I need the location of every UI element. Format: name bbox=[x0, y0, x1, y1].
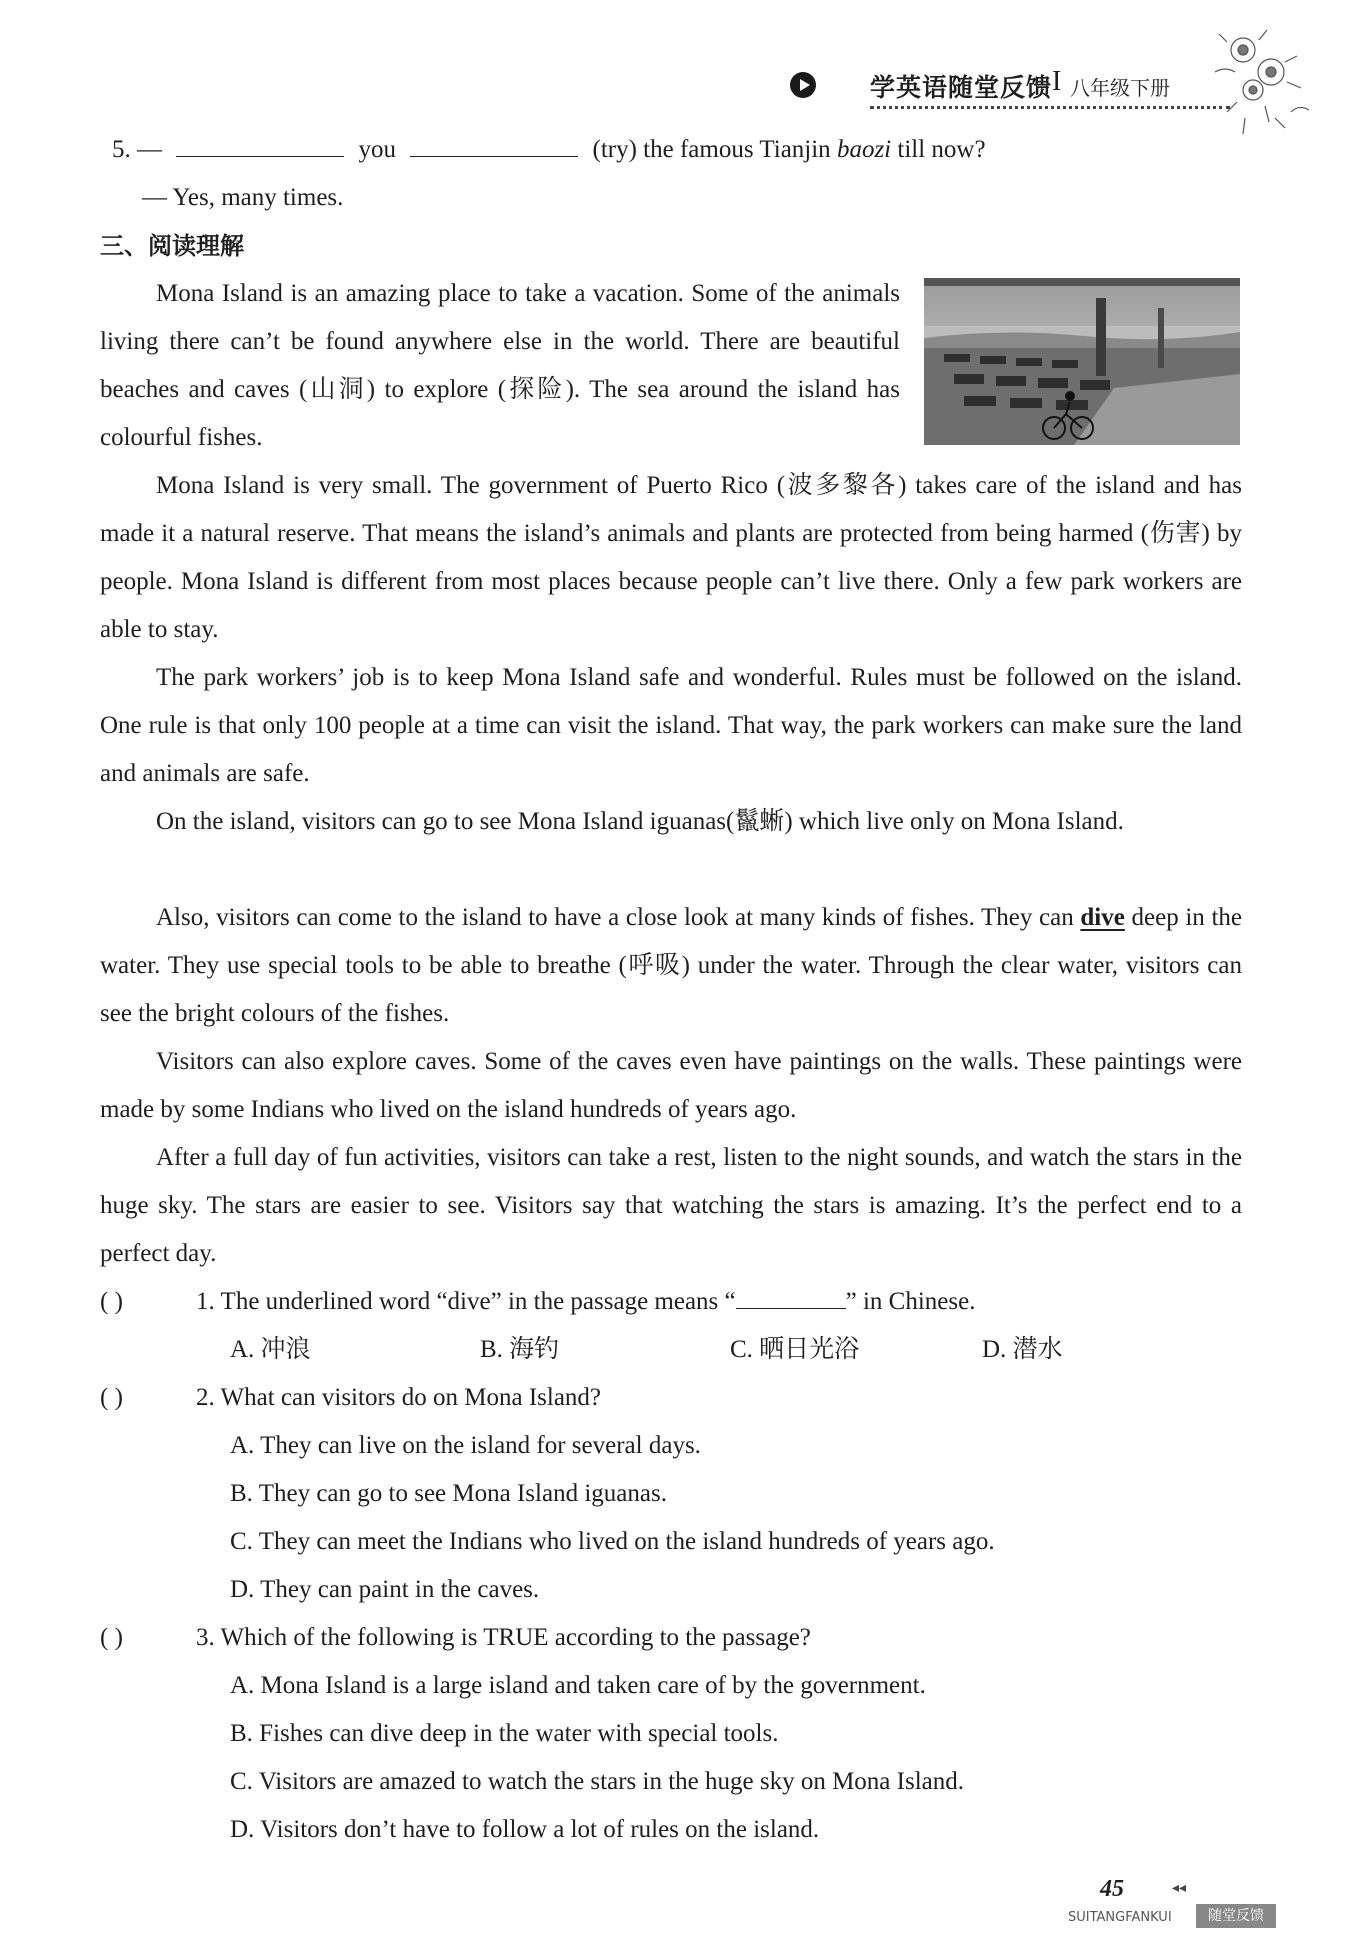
p5-text-b: deep in the water. They use special tools to be able to breathe (呼吸) under the water. Through the clear water, visitors can see the bright colours of the fishes. bbox=[100, 904, 1243, 1027]
q3-option-b[interactable]: B. Fishes can dive deep in the water with special tools. bbox=[230, 1720, 779, 1747]
q5-tail: till now? bbox=[897, 136, 986, 163]
double-arrow-icon: ◂◂ bbox=[1172, 1881, 1187, 1896]
q3-option-d[interactable]: D. Visitors don’t have to follow a lot of rules on the island. bbox=[230, 1816, 820, 1843]
book-title: 学英语随堂反馈 bbox=[870, 73, 1053, 102]
header-dotted-rule bbox=[870, 106, 1230, 109]
grade-label: 八年级下册 bbox=[1070, 76, 1170, 100]
question-1 bbox=[100, 1278, 975, 1326]
q2-option-d[interactable]: D. They can paint in the caves. bbox=[230, 1576, 540, 1603]
q1-stem-b: ” in Chinese. bbox=[845, 1288, 976, 1315]
passage-paragraph-3: The park workers’ job is to keep Mona Island safe and wonderful. Rules must be followed on the island. One rule is that only 100 people at a time can visit the island. That way, the park workers can make sure the land and animals are safe. bbox=[100, 664, 1242, 787]
q1-option-c[interactable]: C. 晒日光浴 bbox=[730, 1336, 860, 1363]
passage-paragraph-1: Mona Island is an amazing place to take a vacation. Some of the animals living there can’t be found anywhere else in the world. There are beautiful beaches and caves (山洞) to explore (探险). The sea around the island has colourful fishes. bbox=[100, 280, 900, 451]
page-header bbox=[790, 62, 1230, 108]
answer-paren-1[interactable]: ( ) bbox=[100, 1288, 123, 1315]
passage-paragraph-7: After a full day of fun activities, visitors can take a rest, listen to the night sounds, and watch the stars in the huge sky. The stars are easier to see. Visitors say that watching the stars is amazing. It’s the perfect end to a perfect day. bbox=[100, 1144, 1242, 1267]
question-2 bbox=[100, 1374, 601, 1422]
q1-blank[interactable] bbox=[736, 1288, 846, 1309]
underlined-word-dive: dive bbox=[1080, 904, 1125, 931]
q5-you: you bbox=[358, 136, 396, 163]
q5-blank-2[interactable] bbox=[410, 136, 578, 157]
answer-paren-2[interactable]: ( ) bbox=[100, 1384, 123, 1411]
q5-answer: — Yes, many times. bbox=[142, 184, 344, 211]
q2-stem: 2. What can visitors do on Mona Island? bbox=[196, 1384, 602, 1411]
footer-badge: 随堂反馈 bbox=[1196, 1904, 1276, 1928]
q5-number: 5. — bbox=[112, 136, 162, 163]
q3-option-a[interactable]: A. Mona Island is a large island and taken care of by the government. bbox=[230, 1672, 926, 1699]
section-title: 三、阅读理解 bbox=[100, 232, 244, 260]
q1-option-d[interactable]: D. 潜水 bbox=[982, 1336, 1063, 1363]
q3-stem: 3. Which of the following is TRUE according to the passage? bbox=[196, 1624, 811, 1651]
q5-italic-word: baozi bbox=[836, 136, 892, 163]
footer-brand: SUITANGFANKUI bbox=[1068, 1910, 1172, 1925]
q2-option-a[interactable]: A. They can live on the island for several days. bbox=[230, 1432, 701, 1459]
q1-option-b[interactable]: B. 海钓 bbox=[480, 1336, 560, 1363]
answer-paren-3[interactable]: ( ) bbox=[100, 1624, 123, 1651]
q1-option-a[interactable]: A. 冲浪 bbox=[230, 1336, 311, 1363]
play-circle-icon bbox=[790, 72, 816, 98]
question-3 bbox=[100, 1614, 811, 1662]
passage-paragraph-6: Visitors can also explore caves. Some of the caves even have paintings on the walls. These paintings were made by some Indians who lived on the island hundreds of years ago. bbox=[100, 1048, 1242, 1123]
q1-stem-a: 1. The underlined word “dive” in the passage means “ bbox=[196, 1288, 736, 1315]
q3-option-c[interactable]: C. Visitors are amazed to watch the stars in the huge sky on Mona Island. bbox=[230, 1768, 964, 1795]
q5-rest: (try) the famous Tianjin bbox=[592, 136, 831, 163]
page-number: 45 bbox=[1100, 1876, 1124, 1902]
passage-paragraph-5 bbox=[100, 894, 1242, 1038]
header-separator: I bbox=[1052, 66, 1062, 97]
island-resort-photo bbox=[924, 278, 1240, 445]
flower-decoration-icon bbox=[1205, 22, 1315, 142]
q5-blank-1[interactable] bbox=[176, 136, 344, 157]
q2-option-c[interactable]: C. They can meet the Indians who lived on the island hundreds of years ago. bbox=[230, 1528, 995, 1555]
question-5 bbox=[112, 126, 986, 174]
q2-option-b[interactable]: B. They can go to see Mona Island iguanas. bbox=[230, 1480, 667, 1507]
passage-paragraph-4: On the island, visitors can go to see Mona Island iguanas(鬣蜥) which live only on Mona Island. bbox=[156, 808, 1124, 835]
passage-paragraph-2: Mona Island is very small. The government of Puerto Rico (波多黎各) takes care of the island and has made it a natural reserve. That means the island’s animals and plants are protected from being harmed (伤害) by people. Mona Island is different from most places because people can’t live there. Only a few park workers are able to stay. bbox=[100, 472, 1242, 643]
p5-text-a: Also, visitors can come to the island to have a close look at many kinds of fishes. They can bbox=[156, 904, 1074, 931]
